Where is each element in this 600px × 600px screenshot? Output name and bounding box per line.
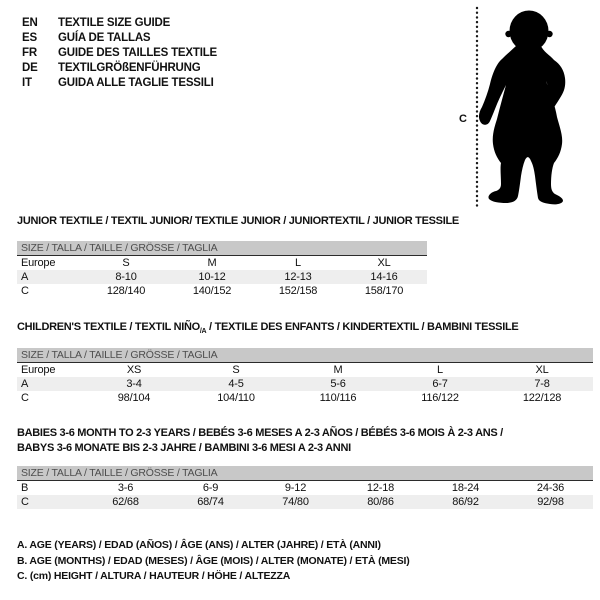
- height-cell: 116/122: [421, 392, 459, 404]
- age-cell: 6-9: [202, 482, 219, 494]
- age-cell: 10-12: [198, 271, 226, 283]
- babies-title-line1: BABIES 3-6 MONTH TO 2-3 YEARS / BEBÉS 3-6 MESES A 2-3 AÑOS / BÉBÉS 3-6 MOIS À 2-3 ANS /: [17, 427, 503, 439]
- table-row: [17, 495, 593, 509]
- junior-size-table: [17, 241, 427, 298]
- size-cell: M: [333, 364, 343, 376]
- footnote-a: A. AGE (YEARS) / EDAD (AÑOS) / ÂGE (ANS) / ALTER (JAHRE) / ETÀ (ANNI): [17, 539, 381, 551]
- age-cell: 4-5: [228, 378, 244, 390]
- row-label: Europe: [21, 364, 56, 376]
- row-label: C: [21, 496, 29, 508]
- language-row-it: [22, 76, 217, 91]
- age-cell: 14-16: [370, 271, 398, 283]
- table-row: [17, 391, 593, 405]
- size-cell: L: [437, 364, 443, 376]
- age-cell: 9-12: [284, 482, 307, 494]
- age-cell: 12-13: [284, 271, 312, 283]
- footnote-b: B. AGE (MONTHS) / EDAD (MESES) / ÂGE (MOIS) / ALTER (MONATE) / ETÀ (MESI): [17, 554, 410, 567]
- height-cell: 80/86: [367, 496, 394, 508]
- height-cell: 140/152: [192, 285, 232, 297]
- language-code: DE: [22, 62, 38, 74]
- language-row-de: [22, 61, 217, 76]
- babies-size-table: [17, 466, 593, 509]
- children-title-post: / TEXTILE DES ENFANTS / KINDERTEXTIL / BAMBINI TESSILE: [206, 321, 519, 333]
- size-cell: S: [232, 364, 240, 376]
- age-cell: 7-8: [534, 378, 550, 390]
- footnote-c: C. (cm) HEIGHT / ALTURA / HAUTEUR / HÖHE / ALTEZZA: [17, 570, 291, 582]
- language-row-es: [22, 31, 217, 46]
- table-row: [17, 270, 427, 284]
- row-label: B: [21, 482, 29, 494]
- language-label: GUIDE DES TAILLES TEXTILE: [58, 47, 217, 59]
- language-list: [22, 16, 217, 91]
- height-cell: 86/92: [452, 496, 479, 508]
- baby-silhouette-icon: [440, 0, 600, 215]
- size-header-bar: SIZE / TALLA / TAILLE / GRÖSSE / TAGLIA: [17, 348, 593, 363]
- language-label: GUÍA DE TALLAS: [58, 32, 151, 44]
- babies-section-title: [17, 427, 503, 455]
- table-row: [17, 256, 427, 270]
- height-measure-label: C: [459, 113, 467, 125]
- children-title-sub: /A: [199, 328, 207, 336]
- baby-silhouette: [479, 11, 565, 205]
- language-code: FR: [22, 47, 37, 59]
- size-cell: XL: [377, 257, 391, 269]
- language-label: GUIDA ALLE TAGLIE TESSILI: [58, 77, 214, 89]
- table-row: [17, 363, 593, 377]
- height-cell: 98/104: [117, 392, 151, 404]
- size-cell: L: [295, 257, 301, 269]
- height-cell: 68/74: [197, 496, 224, 508]
- age-cell: 3-4: [126, 378, 142, 390]
- age-cell: 8-10: [115, 271, 137, 283]
- size-header-bar: SIZE / TALLA / TAILLE / GRÖSSE / TAGLIA: [17, 466, 593, 481]
- age-cell: 12-18: [366, 482, 395, 494]
- height-cell: 62/68: [112, 496, 139, 508]
- age-cell: 24-36: [536, 482, 565, 494]
- height-cell: 104/110: [217, 392, 255, 404]
- size-cell: XL: [535, 364, 549, 376]
- height-cell: 110/116: [319, 392, 357, 404]
- age-cell: 18-24: [451, 482, 480, 494]
- height-cell: 128/140: [106, 285, 146, 297]
- babies-title-line2: BABYS 3-6 MONATE BIS 2-3 JAHRE / BAMBINI 3-6 MESI A 2-3 ANNI: [17, 442, 351, 454]
- row-label: A: [21, 271, 29, 283]
- language-code: IT: [22, 77, 32, 89]
- size-cell: S: [122, 257, 130, 269]
- age-cell: 3-6: [117, 482, 134, 494]
- table-row: [17, 284, 427, 298]
- table-row: [17, 377, 593, 391]
- size-header-bar: SIZE / TALLA / TAILLE / GRÖSSE / TAGLIA: [17, 241, 427, 256]
- children-title-pre: CHILDREN'S TEXTILE / TEXTIL NIÑO: [17, 321, 200, 333]
- size-cell: M: [207, 257, 217, 269]
- children-size-table: [17, 348, 593, 405]
- row-label: C: [21, 285, 29, 297]
- size-cell: XS: [126, 364, 142, 376]
- height-cell: 122/128: [522, 392, 562, 404]
- age-cell: 5-6: [330, 378, 346, 390]
- children-section-title: [17, 321, 518, 338]
- age-cell: 6-7: [432, 378, 448, 390]
- language-row-en: [22, 16, 217, 31]
- height-cell: 158/170: [364, 285, 404, 297]
- baby-height-figure: [440, 0, 600, 215]
- row-label: Europe: [21, 257, 56, 269]
- height-cell: 74/80: [282, 496, 309, 508]
- junior-section-title: JUNIOR TEXTILE / TEXTIL JUNIOR/ TEXTILE JUNIOR / JUNIORTEXTIL / JUNIOR TESSILE: [17, 215, 459, 227]
- table-row: [17, 481, 593, 495]
- language-code: ES: [22, 32, 37, 44]
- height-cell: 92/98: [537, 496, 564, 508]
- language-label: TEXTILGRÖßENFÜHRUNG: [58, 62, 201, 74]
- row-label: A: [21, 378, 29, 390]
- height-cell: 152/158: [278, 285, 318, 297]
- footnote-legend: [17, 538, 410, 585]
- row-label: C: [21, 392, 29, 404]
- language-code: EN: [22, 17, 38, 29]
- language-row-fr: [22, 46, 217, 61]
- language-label: TEXTILE SIZE GUIDE: [58, 17, 171, 29]
